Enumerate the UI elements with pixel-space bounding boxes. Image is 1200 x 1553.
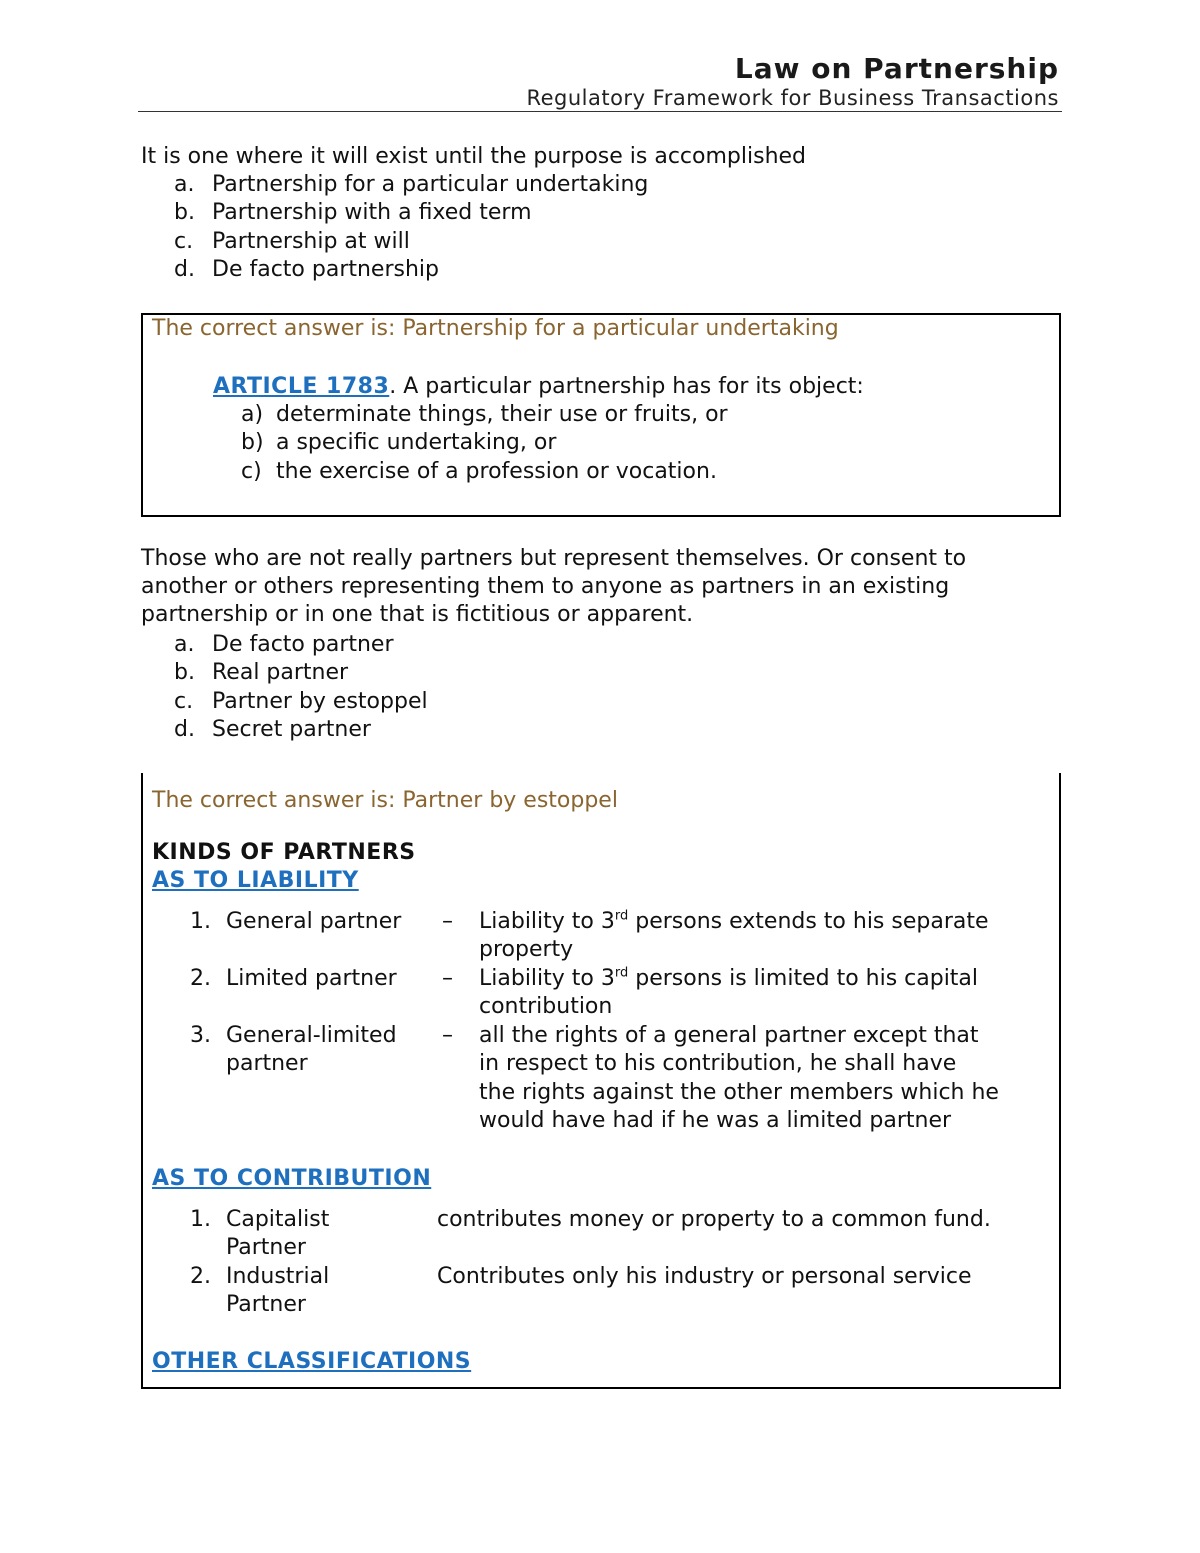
article-1783-link[interactable]: ARTICLE 1783 (213, 374, 390, 399)
question-2-line-2: another or others representing them to anyone as partners in an existing (141, 574, 950, 599)
question-2-line-1: Those who are not really partners but represent themselves. Or consent to (141, 546, 967, 571)
answer-1-text: The correct answer is: Partnership for a particular undertaking (152, 316, 839, 341)
kinds-of-partners-heading: KINDS OF PARTNERS (152, 840, 416, 865)
question-1-text: It is one where it will exist until the purpose is accomplished (141, 144, 807, 169)
article-line (213, 373, 864, 401)
document-subtitle: Regulatory Framework for Business Transactions (526, 86, 1059, 110)
article-text: . A particular partnership has for its object: (389, 374, 864, 399)
answer-2-text: The correct answer is: Partner by estoppel (152, 788, 618, 813)
other-classifications-link[interactable]: OTHER CLASSIFICATIONS (152, 1349, 472, 1374)
question-2-line-3: partnership or in one that is fictitious or apparent. (141, 602, 694, 627)
header-divider (138, 111, 1062, 112)
document-title: Law on Partnership (734, 52, 1059, 85)
as-to-contribution-link[interactable]: AS TO CONTRIBUTION (152, 1166, 432, 1191)
as-to-liability-link[interactable]: AS TO LIABILITY (152, 868, 359, 893)
